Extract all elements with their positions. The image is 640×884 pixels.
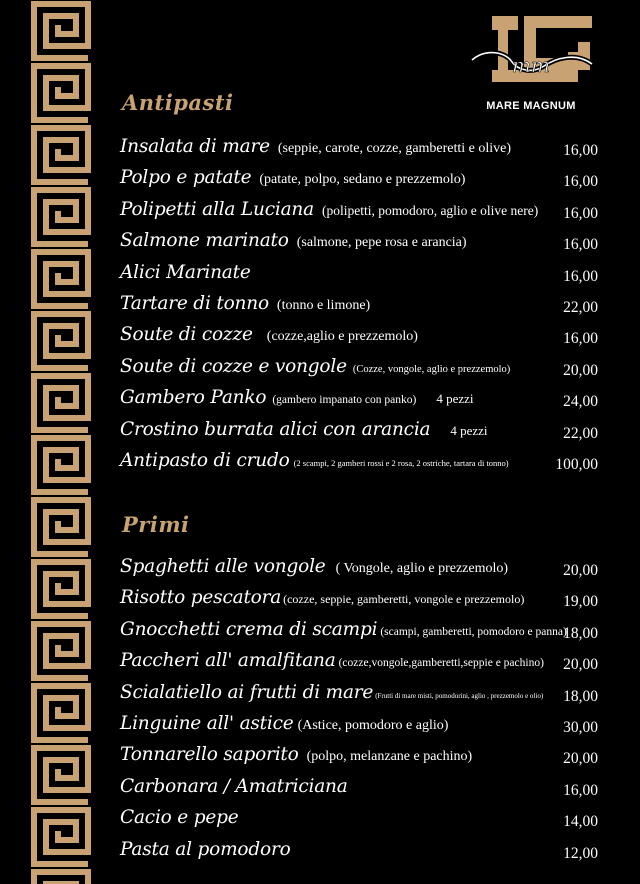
dish-price: 16,00 [563, 267, 598, 285]
dish-quantity: 4 pezzi [450, 422, 488, 438]
menu-item [120, 776, 598, 807]
dish-price: 16,00 [563, 173, 598, 191]
dish-description: (2 scampi, 2 gamberi rossi e 2 rosa, 2 ostriche, tartara di tonno) [293, 457, 509, 468]
menu-item [120, 682, 598, 713]
dish-name: Tonnarello saporito [120, 744, 299, 766]
dish-name: Gnocchetti crema di scampi [120, 618, 378, 640]
brand-name: MARE MAGNUM [486, 100, 576, 112]
menu-item [120, 450, 598, 481]
dish-description: (Frutti di mare misti, pomodorini, aglio , prezzemolo e olio) [375, 691, 544, 700]
logo-mark [466, 12, 596, 102]
dish-description: (gambero impanato con panko) [272, 394, 417, 407]
dish-description: (polipetti, pomodoro, aglio e olive nere) [321, 202, 539, 218]
menu-item [120, 324, 598, 355]
dish-name: Crostino burrata alici con arancia [120, 418, 431, 440]
greek-key-pattern [30, 0, 92, 884]
dish-description: (cozze, seppie, gamberetti, vongole e prezzemolo) [283, 592, 525, 607]
dish-price: 16,00 [563, 330, 598, 348]
dish-price: 19,00 [563, 593, 598, 611]
dish-name: Polipetti alla Luciana [120, 198, 314, 220]
menu-item [120, 293, 598, 324]
menu-item [120, 356, 598, 387]
dish-price: 16,00 [563, 781, 598, 799]
dish-name: Linguine all' astice [120, 712, 294, 734]
menu-item [120, 807, 598, 838]
menu-item [120, 387, 598, 418]
dish-price: 12,00 [563, 844, 598, 862]
dish-name: Insalata di mare [120, 136, 270, 157]
dish-price: 22,00 [563, 298, 598, 316]
dish-description: (Cozze, vongole, aglio e prezzemolo) [352, 363, 511, 375]
dish-description: ( Vongole, aglio e prezzemolo) [335, 561, 509, 576]
menu-item [120, 230, 598, 261]
dish-price: 16,00 [563, 142, 598, 159]
dish-price: 100,00 [555, 455, 598, 473]
dish-name: Polpo e patate [120, 167, 252, 189]
greek-key-border [30, 0, 92, 884]
dish-description: (polpo, melanzane e pachino) [306, 749, 473, 765]
dish-name: Pasta al pomodoro [120, 838, 291, 860]
dish-name: Soute di cozze e vongole [120, 355, 347, 377]
dish-name: Paccheri all' amalfitana [120, 650, 336, 672]
dish-name: Risotto pescatora [120, 587, 282, 609]
logo [466, 12, 596, 118]
dish-price: 16,00 [563, 204, 598, 222]
dish-name: Scialatiello ai frutti di mare [120, 681, 374, 703]
dish-name: Salmone marinato [120, 230, 289, 252]
dish-description: (tonno e limone) [276, 297, 371, 313]
menu-item [120, 556, 598, 587]
dish-name: Spaghetti alle vongole [120, 556, 326, 577]
menu-item [120, 262, 598, 293]
dish-price: 18,00 [563, 687, 598, 705]
dish-name: Tartare di tonno [120, 292, 269, 314]
dish-name: Cacio e pepe [120, 807, 239, 829]
dish-price: 16,00 [563, 236, 598, 254]
dish-price: 20,00 [563, 562, 598, 579]
dish-name: Antipasto di crudo [120, 449, 290, 471]
dish-price: 14,00 [563, 813, 598, 831]
menu-item [120, 419, 598, 450]
menu-item [120, 136, 598, 167]
dish-price: 22,00 [563, 424, 598, 442]
dish-description: (patate, polpo, sedano e prezzemolo) [259, 172, 466, 188]
dish-description: (Astice, pomodoro e aglio) [297, 717, 449, 733]
dish-price: 20,00 [563, 750, 598, 768]
dish-name: Alici Marinate [120, 261, 251, 283]
dish-description: (cozze,vongole,gamberetti,seppie e pachino) [338, 657, 544, 670]
dish-name: Soute di cozze [120, 324, 253, 346]
menu-item [120, 199, 598, 230]
dish-description: (seppie, carote, cozze, gamberetti e olive) [277, 141, 512, 156]
dish-description: (scampi, gamberetti, pomodoro e panna) [380, 625, 567, 638]
menu-item [120, 713, 598, 744]
dish-name: Carbonara / Amatriciana [120, 775, 348, 797]
dish-name: Gambero Panko [120, 387, 267, 409]
dish-price: 18,00 [563, 624, 598, 642]
dish-price: 30,00 [563, 718, 598, 736]
menu-item [120, 167, 598, 198]
logo-monogram: mm [512, 53, 550, 77]
dish-price: 20,00 [563, 656, 598, 674]
menu-item [120, 619, 598, 650]
menu-item [120, 587, 598, 618]
menu-primi [120, 556, 598, 870]
menu-item [120, 744, 598, 775]
dish-price: 20,00 [563, 361, 598, 379]
section-title-primi: Primi [122, 512, 190, 537]
dish-quantity: 4 pezzi [436, 391, 474, 407]
menu-item [120, 839, 598, 870]
dish-description: (salmone, pepe rosa e arancia) [296, 235, 467, 251]
menu-antipasti [120, 136, 598, 481]
dish-price: 24,00 [563, 393, 598, 411]
section-title-antipasti: Antipasti [122, 90, 234, 115]
dish-description: (cozze,aglio e prezzemolo) [266, 329, 418, 345]
menu-item [120, 650, 598, 681]
